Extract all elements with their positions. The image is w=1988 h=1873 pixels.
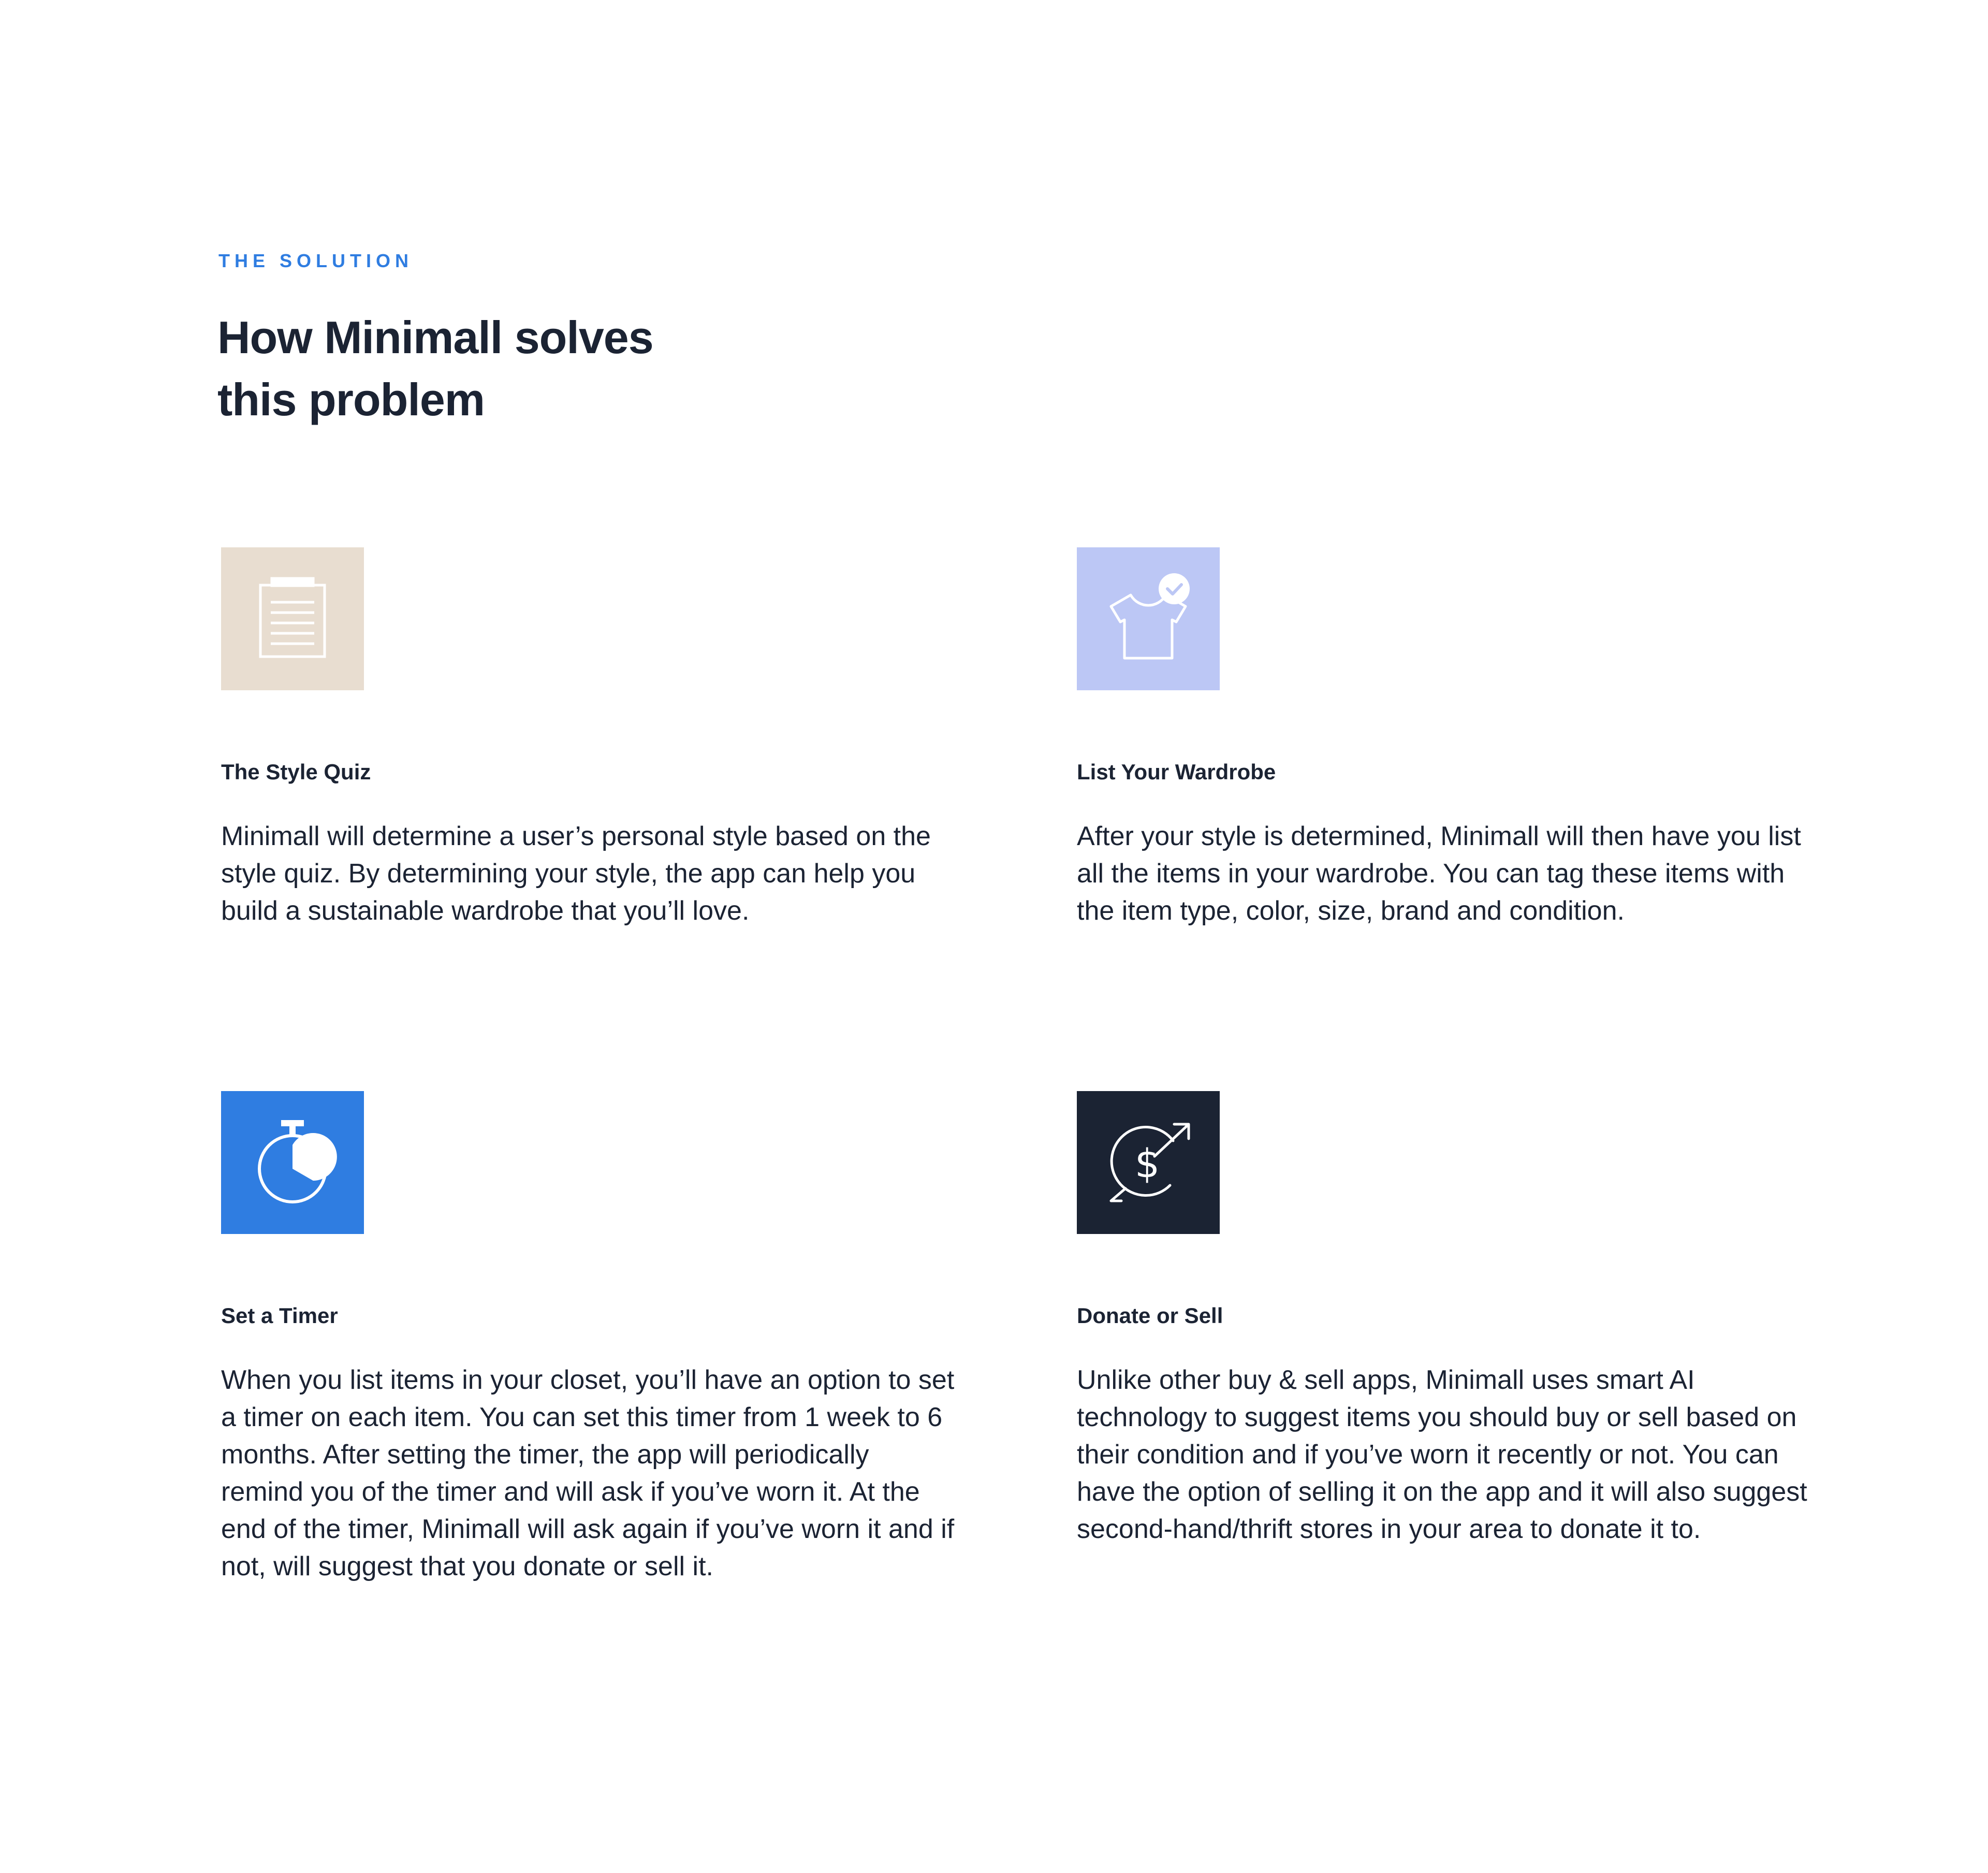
title-line-1: How Minimall solves [217,312,653,363]
feature-title: Donate or Sell [1077,1303,1223,1328]
shirt-check-icon [1077,547,1220,690]
title-line-2: this problem [217,374,485,425]
feature-description: After your style is determined, Minimall will then have you list all the items in your wardrobe. You can tag these items with the item type, color, size, brand and condition. [1077,821,1801,926]
stopwatch-icon [221,1091,364,1234]
clipboard-list-icon [221,547,364,690]
section-eyebrow: THE SOLUTION [218,250,413,271]
svg-text:$: $ [1134,1140,1160,1186]
feature-title: List Your Wardrobe [1077,760,1276,784]
feature-title: The Style Quiz [221,760,371,784]
feature-title: Set a Timer [221,1303,338,1328]
timer-tile [221,1091,364,1234]
style-quiz-tile [221,547,364,690]
dollar-exchange-icon [1077,1091,1220,1234]
feature-description: When you list items in your closet, you’ll have an option to set a timer on each item. You can set this timer from 1 week to 6 months. After setting the timer, the app will periodically remind you of the timer and will ask if you’ve worn it. At the end of the timer, Minimall will ask again if you’ve worn it and if not, will suggest that you donate or sell it. [221,1365,955,1581]
feature-description: Unlike other buy & sell apps, Minimall uses smart AI technology to suggest items you should buy or sell based on their condition and if you’ve worn it recently or not. You can have the option of selling it on the app and it will also suggest second-hand/thrift stores in your area to donate it to. [1077,1365,1807,1544]
donate-tile [1077,1091,1220,1234]
wardrobe-tile [1077,547,1220,690]
feature-description: Minimall will determine a user’s personal style based on the style quiz. By determining your style, the app can help you build a sustainable wardrobe that you’ll love. [221,821,931,926]
page-title [217,307,735,431]
